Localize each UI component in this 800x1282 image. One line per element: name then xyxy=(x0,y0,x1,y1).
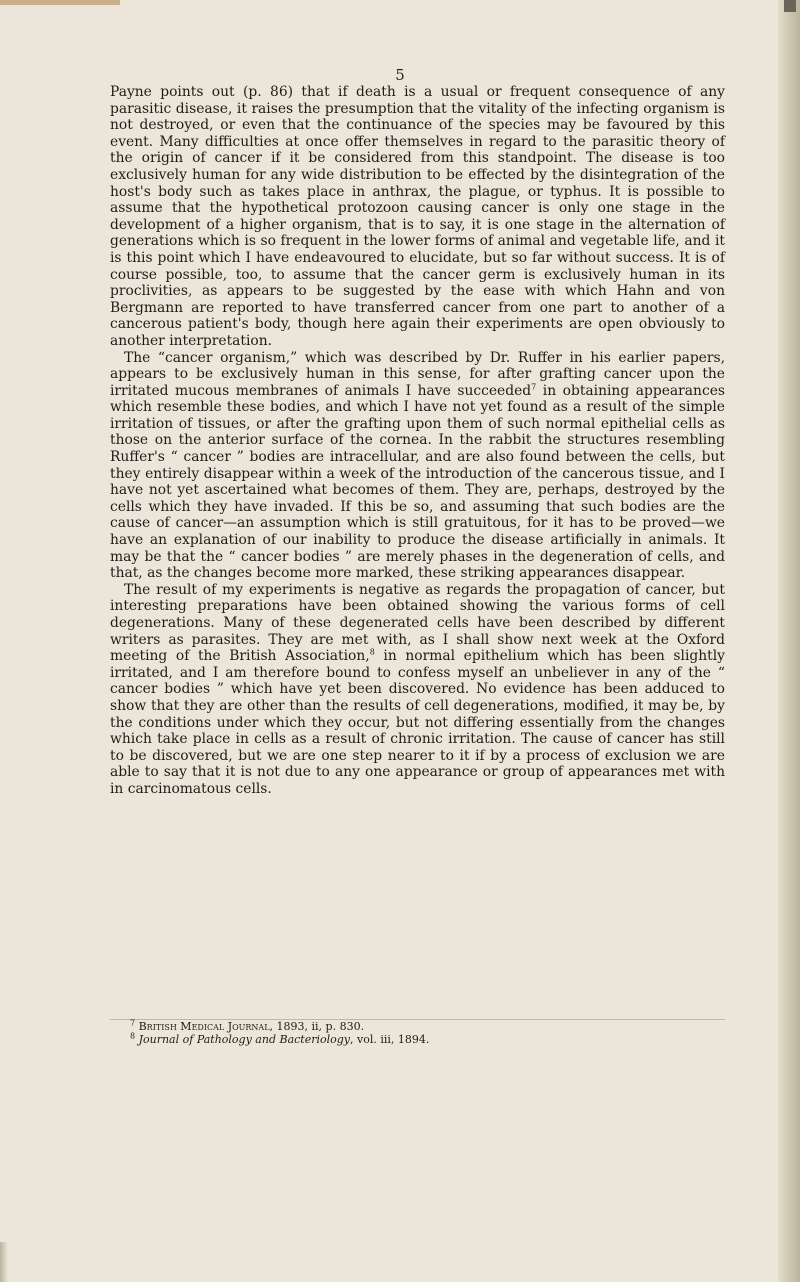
right-page-edge xyxy=(778,0,800,1282)
paragraph-2 xyxy=(110,350,725,582)
footnote-8 xyxy=(130,1033,725,1046)
footnote-7-journal: British Medical Journal xyxy=(138,1020,270,1033)
paragraph-2-text-a: The “cancer organism,” which was described by Dr. Ruffer in his earlier papers, appears to be exclusively human in this sense, for after grafting cancer upon the irritated mucous membranes of animals I have succeeded xyxy=(110,349,725,399)
paragraph-3 xyxy=(110,582,725,798)
page-number: 5 xyxy=(395,66,405,84)
footnote-7-number: 7 xyxy=(130,1018,136,1028)
paragraph-2-text-b: in obtaining appearances which resemble these bodies, and which I have not yet found as a result of the simple irritation of tissues, or after the grafting upon them of such normal epithelial cells as those on the anterior surface of the cornea. In the rabbit the structures resembling Ruffer's “ cancer ” bodies are intracellular, and are also found between the cells, but they entirely disappear within a week of the introduction of the cancerous tissue, and I have not yet ascertained what becomes of them. They are, perhaps, destroyed by the cells which they have invaded. If this be so, and assuming that such bodies are the cause of cancer—an assumption which is still gratuitous, for it has to be proved—we have an explanation of our inability to produce the disease artificially in animals. It may be that the “ cancer bodies ” are merely phases in the degeneration of cells, and that, as the changes become more marked, these striking appearances disappear. xyxy=(110,382,725,582)
footnotes xyxy=(130,1020,725,1046)
paragraph-3-text-b: in normal epithelium which has been slightly irritated, and I am therefore bound to confess myself an unbeliever in any of the “ cancer bodies ” which have yet been discovered. No evidence has been adduced to show that they are other than the results of cell degenerations, modified, it may be, by the conditions under which they occur, but not differing essentially from the changes which take place in cells as a result of chronic irritation. The cause of cancer has still to be discovered, but we are one step nearer to it if by a process of exclusion we are able to say that it is not due to any one appearance or group of appearances met with in carcinomatous cells. xyxy=(110,648,725,797)
footnote-8-journal: Journal of Pathology and Bacteriology xyxy=(138,1033,351,1046)
footnote-8-detail: , vol. iii, 1894. xyxy=(350,1033,430,1046)
footnote-ref-8: 8 xyxy=(369,647,375,657)
corner-mark xyxy=(784,0,796,12)
top-edge-mark xyxy=(0,0,120,5)
body-text xyxy=(110,84,725,798)
paragraph-1-text: Payne points out (p. 86) that if death is a usual or frequent consequence of any parasitic disease, it raises the presumption that the vitality of the infecting organism is not destroyed, or even that the continuance of the species may be favoured by this event. Many difficulties at once offer themselves in regard to the parasitic theory of the origin of cancer if it be considered from this standpoint. The disease is too exclusively human for any wide distribution to be effected by the disintegration of the host's body such as takes place in anthrax, the plague, or typhus. It is possible to assume that the hypothetical protozoon causing cancer is only one stage in the development of a higher organism, that is to say, it is one stage in the alternation of generations which is so frequent in the lower forms of animal and vegetable life, and it is this point which I have endeavoured to elucidate, but so far without success. It is of course possible, too, to assume that the cancer germ is exclusively human in its proclivities, as appears to be suggested by the ease with which Hahn and von Bergmann are reported to have transferred cancer from one part to another of a cancerous patient's body, though here again their experiments are open obviously to another interpretation. xyxy=(110,84,725,349)
paragraph-3-text-a: The result of my experiments is negative as regards the propagation of cancer, but interesting preparations have been obtained showing the various forms of cell degenerations. Many of these degenerated cells have been described by different writers as parasites. They are met with, as I shall show next week at the Oxford meeting of the British Association, xyxy=(110,581,725,665)
footnote-8-number: 8 xyxy=(130,1031,136,1041)
left-edge-shadow xyxy=(0,1242,8,1282)
paragraph-1 xyxy=(110,84,725,350)
footnote-7 xyxy=(130,1020,725,1033)
footnote-ref-7: 7 xyxy=(531,382,537,392)
footnote-7-detail: , 1893, ii, p. 830. xyxy=(269,1020,365,1033)
